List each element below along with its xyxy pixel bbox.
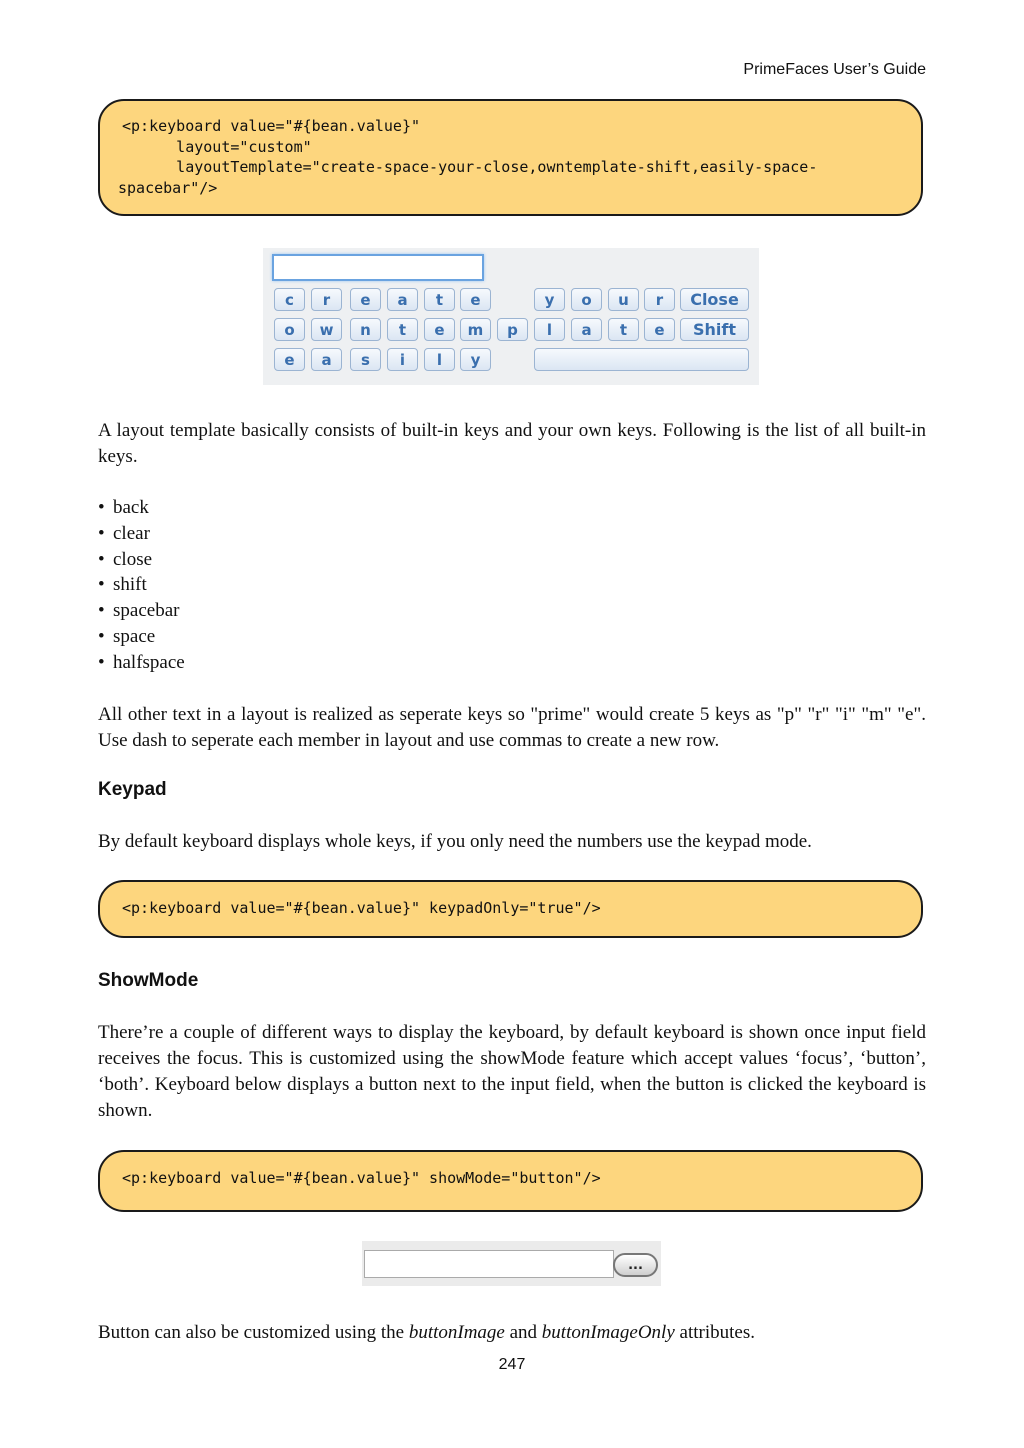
keyboard-key-t[interactable]: t xyxy=(387,318,418,341)
keyboard-key-shift[interactable]: Shift xyxy=(680,318,749,341)
keyboard-key-i[interactable]: i xyxy=(387,348,418,371)
code-block-keypad xyxy=(98,880,923,938)
running-header: PrimeFaces User’s Guide xyxy=(743,61,926,78)
keyboard-key-a[interactable]: a xyxy=(311,348,342,371)
keyboard-key-t[interactable]: t xyxy=(608,318,639,341)
code-block-keyboard-custom xyxy=(98,99,923,216)
keyboard-key-m[interactable]: m xyxy=(460,318,491,341)
keyboard-key-y[interactable]: y xyxy=(460,348,491,371)
showmode-button-screenshot xyxy=(362,1241,661,1286)
keyboard-key-e[interactable]: e xyxy=(644,318,675,341)
keyboard-key-t[interactable]: t xyxy=(424,288,455,311)
keyboard-key-l[interactable]: l xyxy=(534,318,565,341)
attribute-name: buttonImageOnly xyxy=(541,1322,675,1343)
keyboard-key-e[interactable]: e xyxy=(424,318,455,341)
code-line: <p:keyboard value="#{bean.value}" showMode="button"/> xyxy=(122,1169,601,1187)
custom-keyboard-screenshot xyxy=(263,248,759,385)
keyboard-key-r[interactable]: r xyxy=(311,288,342,311)
keyboard-input-field[interactable] xyxy=(272,254,484,281)
list-item: • halfspace xyxy=(98,651,185,673)
keyboard-key-e[interactable]: e xyxy=(350,288,381,311)
button-customize-paragraph: Button can also be customized using the buttonImage and buttonImageOnly attributes. xyxy=(98,1322,755,1343)
list-item: • spacebar xyxy=(98,600,180,622)
keyboard-key-y[interactable]: y xyxy=(534,288,565,311)
keyboard-key-a[interactable]: a xyxy=(387,288,418,311)
keyboard-key-o[interactable]: o xyxy=(571,288,602,311)
list-item: • shift xyxy=(98,574,147,596)
showmode-paragraph: There’re a couple of different ways to display the keyboard, by default keyboard is shown once input field receives the focus. This is customized using the showMode feature which accept values ‘focus’, ‘button’, ‘both’. Keyboard below displays a button next to the input field, when the button is clicked the keyboard is shown. xyxy=(98,1022,926,1121)
layout-template-paragraph: A layout template basically consists of built-in keys and your own keys. Following is the list of all built-in keys. xyxy=(98,420,926,467)
list-item: • back xyxy=(98,497,149,518)
keyboard-key-c[interactable]: c xyxy=(274,288,305,311)
page-number: 247 xyxy=(498,1356,526,1373)
code-line: spacebar"/> xyxy=(118,178,218,197)
keyboard-key-spacebar[interactable] xyxy=(534,348,749,371)
show-keyboard-button[interactable]: ... xyxy=(613,1253,658,1277)
code-line: layoutTemplate="create-space-your-close,owntemplate-shift,easily-space- xyxy=(122,158,818,176)
list-item: • space xyxy=(98,625,156,647)
builtin-keys-list xyxy=(98,495,185,676)
keyboard-key-e[interactable]: e xyxy=(460,288,491,311)
keyboard-key-l[interactable]: l xyxy=(424,348,455,371)
list-item: • close xyxy=(98,548,153,570)
keyboard-key-n[interactable]: n xyxy=(350,318,381,341)
keyboard-key-w[interactable]: w xyxy=(311,318,342,341)
code-block-showmode xyxy=(98,1150,923,1212)
other-text-paragraph: All other text in a layout is realized as seperate keys so "prime" would create 5 keys as "p" "r" "i" "m" "e". Use dash to seperate each member in layout and use commas to create a new row. xyxy=(98,704,926,751)
keyboard-key-e[interactable]: e xyxy=(274,348,305,371)
keyboard-key-a[interactable]: a xyxy=(571,318,602,341)
keyboard-key-s[interactable]: s xyxy=(350,348,381,371)
keyboard-key-close[interactable]: Close xyxy=(680,288,749,311)
section-heading-keypad: Keypad xyxy=(98,779,167,800)
keyboard-key-o[interactable]: o xyxy=(274,318,305,341)
section-heading-showmode: ShowMode xyxy=(98,970,199,991)
keyboard-key-r[interactable]: r xyxy=(644,288,675,311)
keyboard-key-p[interactable]: p xyxy=(497,318,528,341)
code-line: layout="custom" xyxy=(122,137,312,156)
keyboard-input-field[interactable] xyxy=(364,1250,614,1278)
keypad-paragraph: By default keyboard displays whole keys, if you only need the numbers use the keypad mode. xyxy=(98,831,812,852)
attribute-name: buttonImage xyxy=(408,1322,505,1343)
code-line: <p:keyboard value="#{bean.value}" keypadOnly="true"/> xyxy=(122,899,601,917)
list-item: • clear xyxy=(98,522,150,544)
keyboard-key-u[interactable]: u xyxy=(608,288,639,311)
code-line: <p:keyboard value="#{bean.value}" xyxy=(122,117,421,135)
